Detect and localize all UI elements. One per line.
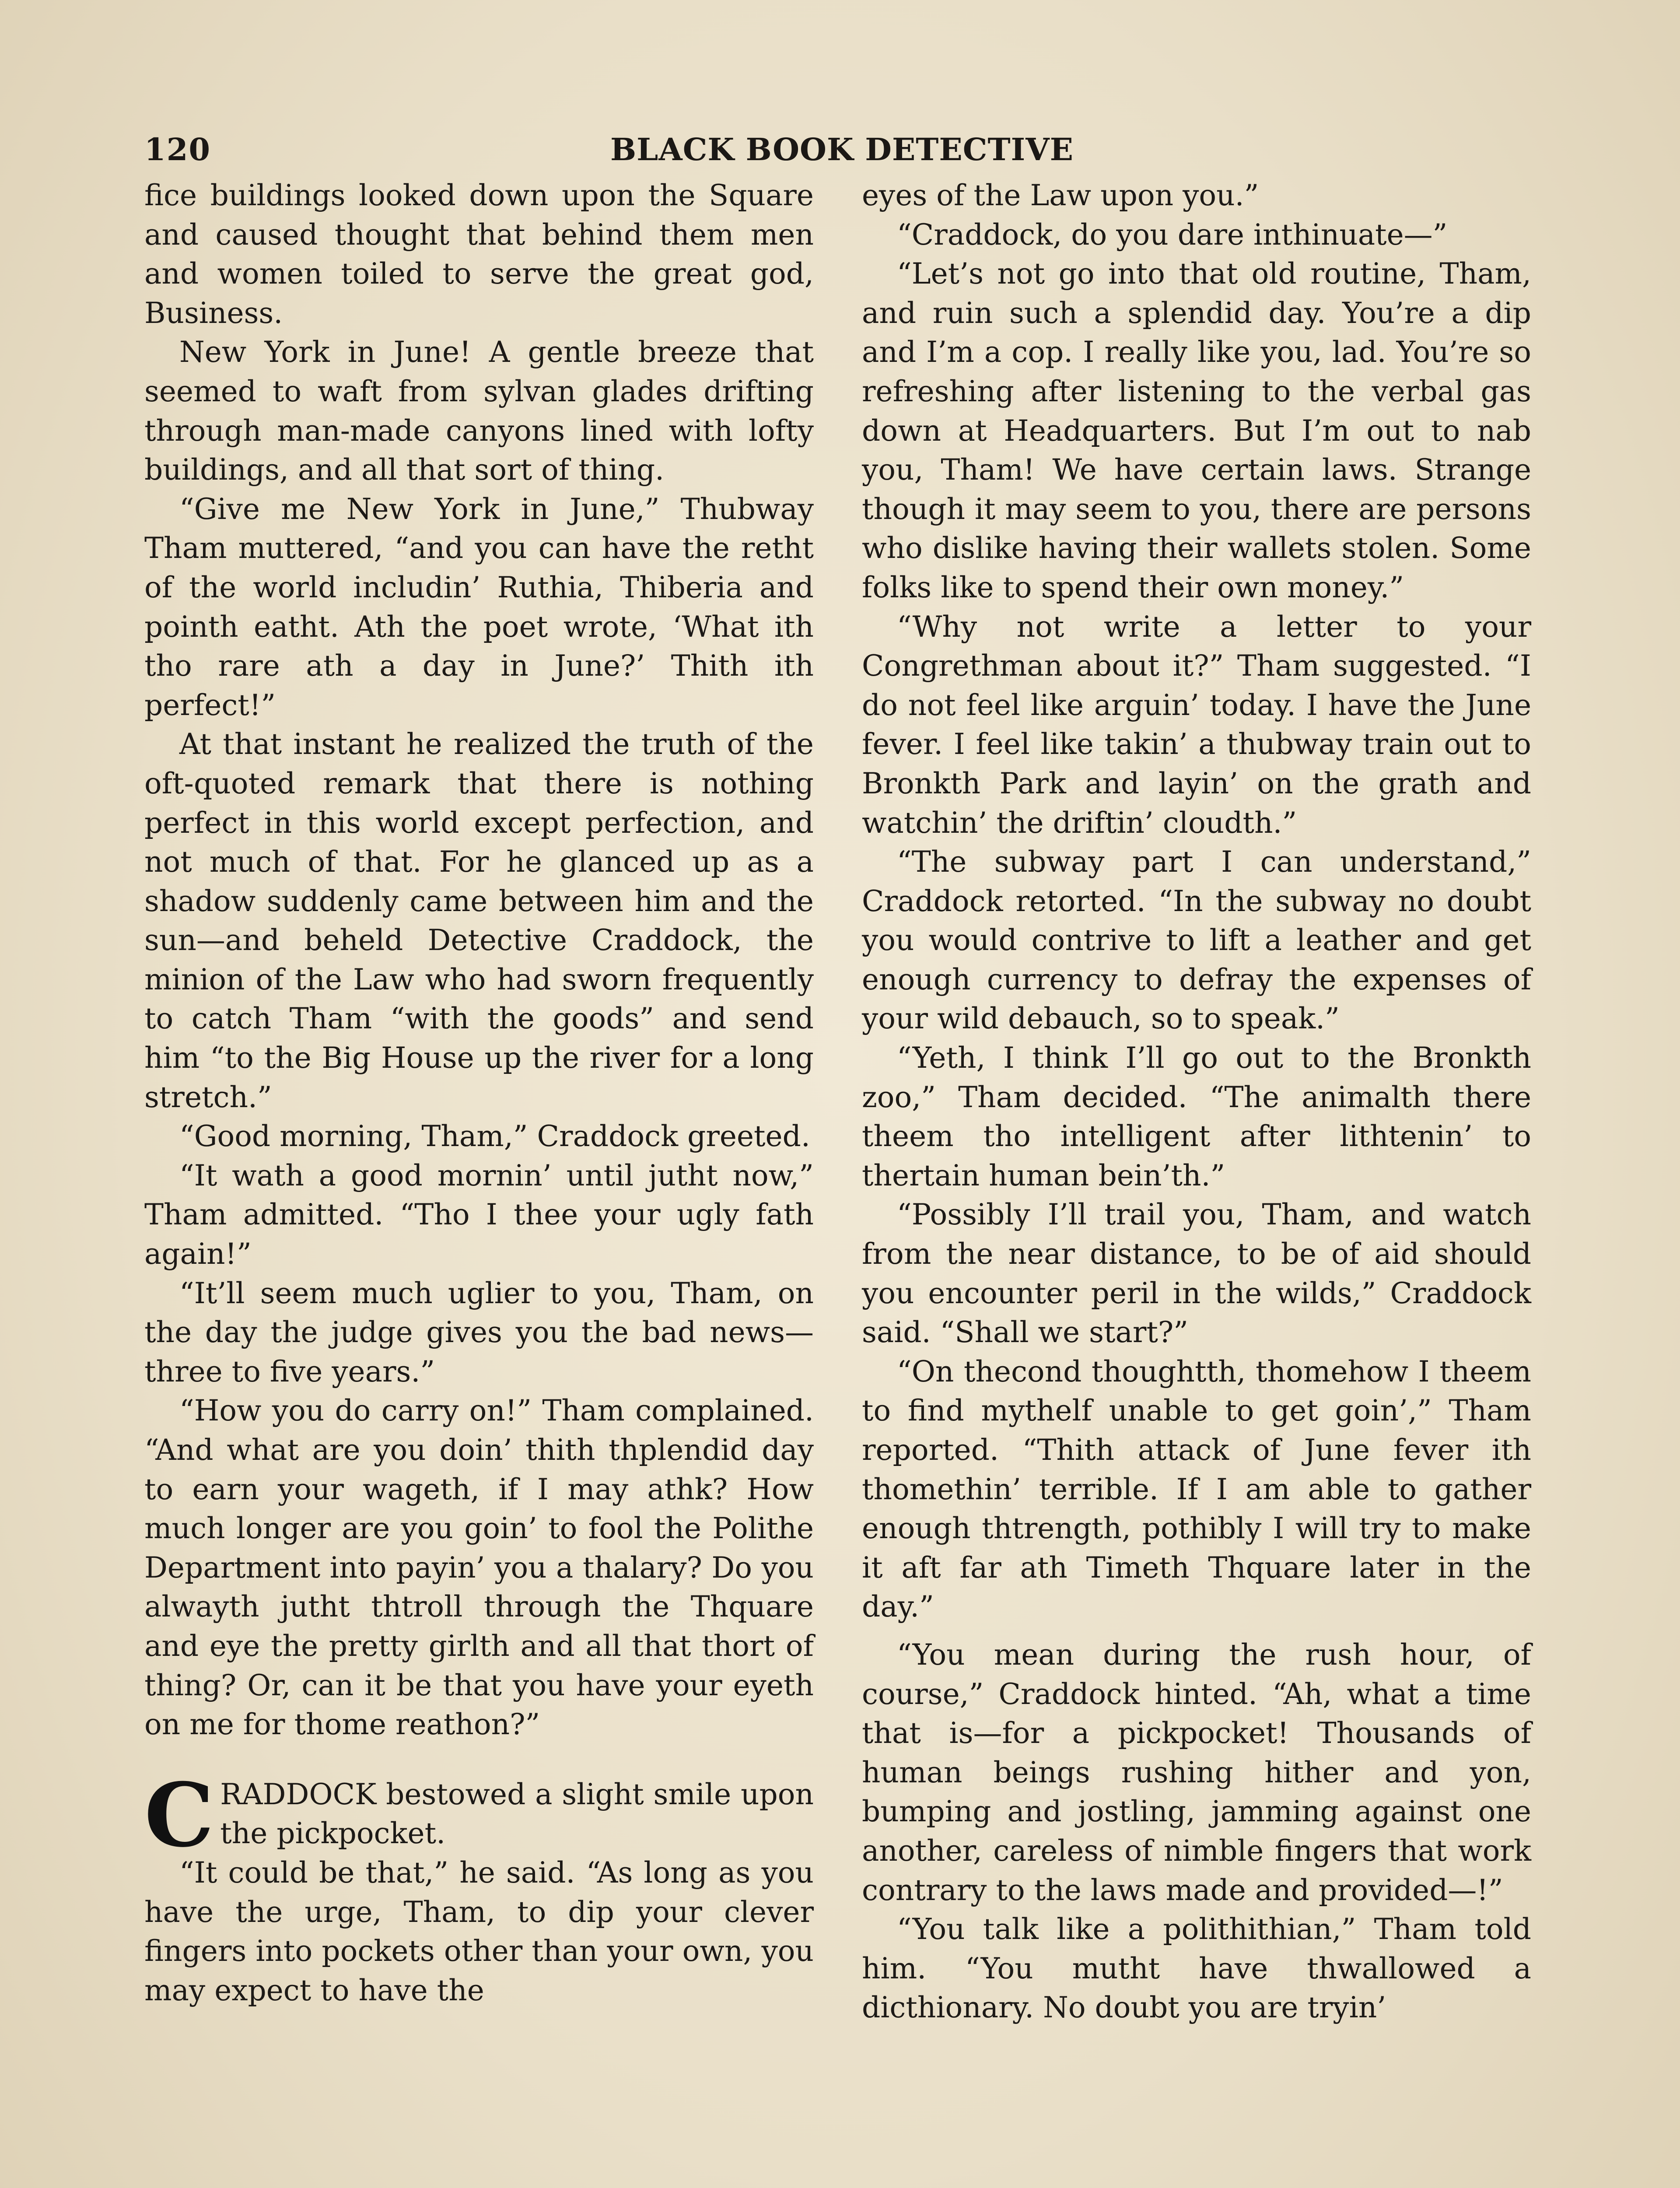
paragraph: “On thecond thoughtth, thomehow I theem to find mythelf unable to get goin’,” Tham reported. “Thith attack of June fever ith thomethin’ terrible. If I am able to gather enough thtrength, pothibly I will try to make it aft far ath Timeth Thquare later in the day.” xyxy=(862,1354,1531,1624)
paragraph: “The subway part I can understand,” Craddock retorted. “In the subway no doubt you would contrive to lift a leather and get enough currency to defray the expenses of your wild debauch, so to speak.” xyxy=(862,845,1531,1036)
paragraph: fice buildings looked down upon the Square and caused thought that behind them men and women toiled to serve the great god, Business. xyxy=(144,179,814,330)
paragraph: “You mean during the rush hour, of course,” Craddock hinted. “Ah, what a time that is—for a pickpocket! Thousands of human beings rushing hither and yon, bumping and jostling, jamming against one another, careless of nimble fingers that work contrary to the laws made and provided—!” xyxy=(862,1637,1531,1907)
paragraph: At that instant he realized the truth of the oft-quoted remark that there is nothing perfect in this world except perfection, and not much of that. For he glanced up as a shadow suddenly came between him and the sun—and beheld Detective Craddock, the minion of the Law who had sworn frequently to catch Tham “with the goods” and send him “to the Big House up the river for a long stretch.” xyxy=(144,727,814,1114)
paragraph: “Craddock, do you dare inthinuate—” xyxy=(897,217,1448,252)
paragraph: New York in June! A gentle breeze that seemed to waft from sylvan glades drifting through man-made canyons lined with lofty buildings, and all that sort of thing. xyxy=(144,335,814,487)
paragraph: “Give me New York in June,” Thubway Tham muttered, “and you can have the retht of the world includin’ Ruthia, Thiberia and pointh eatht. Ath the poet wrote, ‘What ith tho rare ath a day in June?’ Thith ith perfect!” xyxy=(144,492,814,722)
paragraph: “It wath a good mornin’ until jutht now,” Tham admitted. “Tho I thee your ugly fath again!” xyxy=(144,1158,814,1271)
dropcap-paragraph xyxy=(144,1764,814,1867)
drop-cap: C xyxy=(144,1764,214,1867)
paragraph: “It’ll seem much uglier to you, Tham, on the day the judge gives you the bad news—three to five years.” xyxy=(144,1276,814,1389)
paragraph: “Possibly I’ll trail you, Tham, and watch from the near distance, to be of aid should you encounter peril in the wilds,” Craddock said. “Shall we start?” xyxy=(862,1198,1531,1350)
paragraph: “How you do carry on!” Tham complained. “And what are you doin’ thith thplendid day to earn your wageth, if I may athk? How much longer are you goin’ to fool the Polithe Department into payin’ you a thalary? Do you alwayth jutht thtroll through the Thquare and eye the pretty girlth and all that thort of thing? Or, can it be that you have your eyeth on me for thome reathon?” xyxy=(144,1394,814,1742)
dropcap-paragraph-text: RADDOCK bestowed a slight smile upon the pickpocket. xyxy=(220,1777,814,1851)
paragraph: “Let’s not go into that old routine, Tham, and ruin such a splendid day. You’re a dip and I’m a cop. I really like you, lad. You’re so refreshing after listening to the verbal gas down at Headquarters. But I’m out to nab you, Tham! We have certain laws. Strange though it may seem to you, there are persons who dislike having their wallets stolen. Some folks like to spend their own money.” xyxy=(862,257,1531,604)
section-break xyxy=(144,1744,814,1775)
page-number: 120 xyxy=(144,131,211,168)
paragraph: “Why not write a letter to your Congrethman about it?” Tham suggested. “I do not feel like arguin’ today. I have the June fever. I feel like takin’ a thubway train out to Bronkth Park and layin’ on the grath and watchin’ the driftin’ cloudth.” xyxy=(862,610,1531,840)
paragraph: “It could be that,” he said. “As long as you have the urge, Tham, to dip your clever fingers into pockets other than your own, you may expect to have the xyxy=(144,1855,814,2007)
paragraph: “Good morning, Tham,” Craddock greeted. xyxy=(179,1119,810,1154)
paragraph: eyes of the Law upon you.” xyxy=(862,179,1259,212)
left-column xyxy=(144,176,814,2010)
right-column xyxy=(862,176,1531,2027)
paragraph: “You talk like a polithithian,” Tham told him. “You mutht have thwallowed a dicthionary. No doubt you are tryin’ xyxy=(862,1912,1531,2025)
paragraph: “Yeth, I think I’ll go out to the Bronkth zoo,” Tham decided. “The animalth there theem tho intelligent after lithtenin’ to thertain human bein’th.” xyxy=(862,1041,1531,1192)
magazine-title: BLACK BOOK DETECTIVE xyxy=(610,131,1074,168)
running-header xyxy=(144,128,1074,176)
